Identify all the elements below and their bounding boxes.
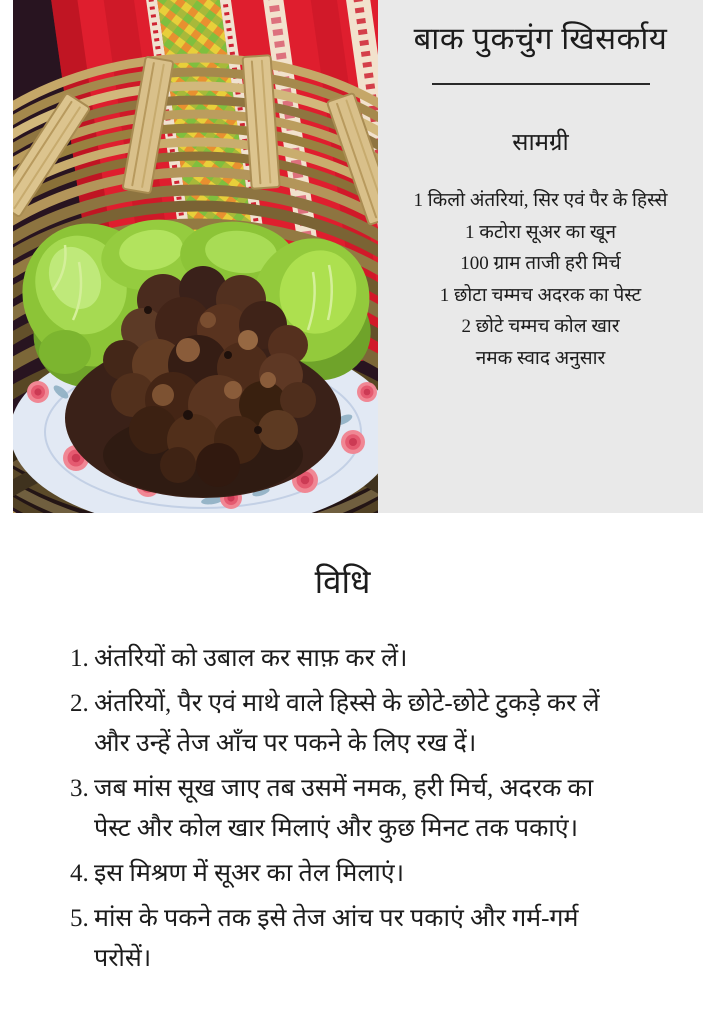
step-number: 1. — [70, 645, 89, 672]
ingredient-item: 100 ग्राम ताजी हरी मिर्च — [460, 253, 621, 274]
step-number: 4. — [70, 860, 89, 887]
ingredients-list — [402, 185, 679, 374]
step-text: अंतरियों को उबाल कर साफ़ कर लें। — [94, 645, 408, 672]
step-text: मांस के पकने तक इसे तेज आंच पर पकाएं और गर्म-गर्म परोसें। — [94, 905, 579, 972]
method-section — [70, 513, 615, 984]
step-number: 3. — [70, 775, 89, 802]
step-text: इस मिश्रण में सूअर का तेल मिलाएं। — [94, 860, 405, 887]
ingredient-item: 1 किलो अंतरियां, सिर एवं पैर के हिस्से — [413, 190, 668, 211]
step-number: 5. — [70, 905, 89, 932]
title-divider — [432, 83, 650, 85]
steps-list — [70, 639, 615, 979]
ingredients-heading: सामग्री — [512, 130, 569, 156]
method-heading: विधि — [314, 565, 371, 601]
recipe-title: बाक पुकचुंग खिसर्काय — [413, 21, 668, 56]
step-item — [70, 639, 615, 679]
ingredient-item: नमक स्वाद अनुसार — [475, 347, 606, 369]
dish-photo-illustration — [13, 0, 378, 513]
ingredient-item: 2 छोटे चम्मच कोल खार — [461, 316, 620, 337]
step-text: अंतरियों, पैर एवं माथे वाले हिस्से के छोटे-छोटे टुकड़े कर लें और उन्हें तेज आँच पर पकने के लिए रख दें। — [94, 690, 600, 757]
ingredient-item: 1 कटोरा सूअर का खून — [464, 221, 616, 243]
step-text: जब मांस सूख जाए तब उसमें नमक, हरी मिर्च, अदरक का पेस्ट और कोल खार मिलाएं और कुछ मिनट तक पकाएं। — [94, 775, 594, 842]
step-item — [70, 854, 615, 894]
ingredients-panel — [378, 0, 703, 513]
ingredient-item: 1 छोटा चम्मच अदरक का पेस्ट — [439, 284, 642, 306]
step-item — [70, 684, 615, 764]
step-number: 2. — [70, 690, 89, 717]
dish-photo — [13, 0, 378, 513]
step-item — [70, 899, 615, 979]
step-item — [70, 769, 615, 849]
